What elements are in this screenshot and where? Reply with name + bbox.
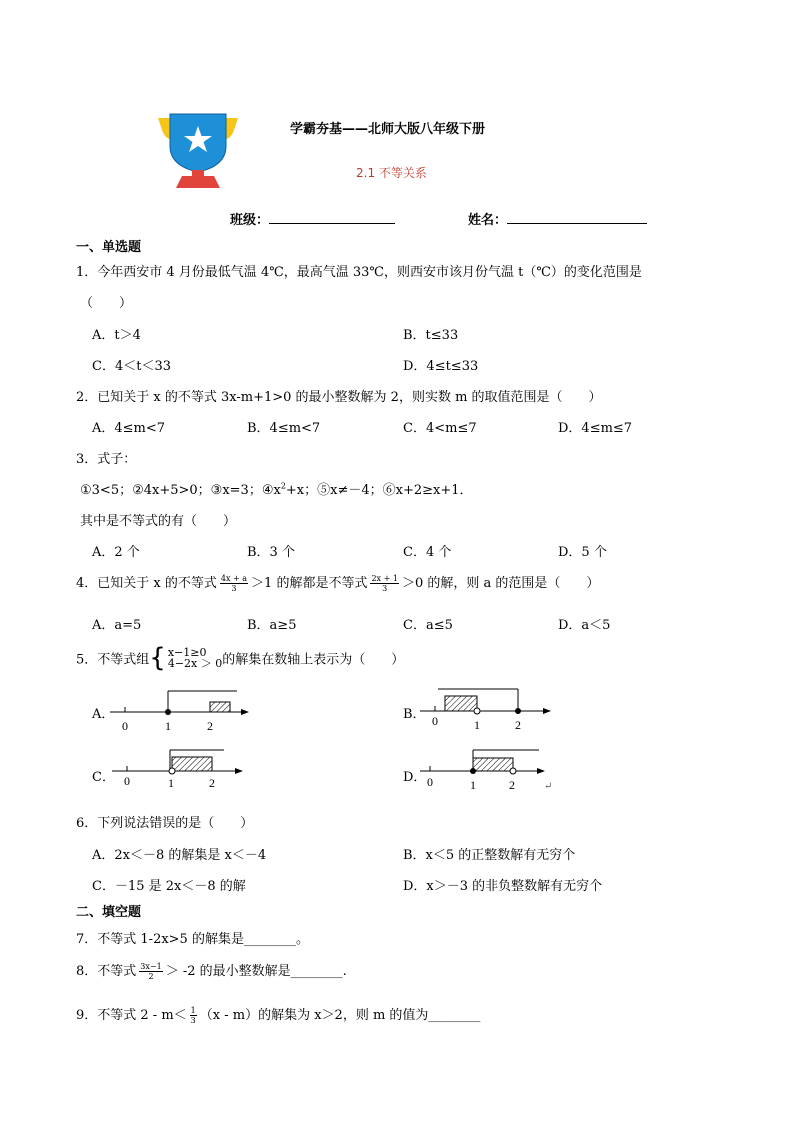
q4-f2-num: 2x + 1 (371, 574, 398, 583)
q1-option-a[interactable]: A．t＞4 (92, 328, 141, 343)
q5-stem (76, 643, 404, 673)
name-field (468, 209, 647, 228)
tick-label-0: 0 (124, 774, 130, 788)
q8-den: 2 (148, 972, 154, 981)
tick-label-0: 0 (432, 714, 438, 728)
section-heading-fill-in: 二、填空题 (76, 905, 142, 920)
q6-option-b[interactable]: B．x＜5 的正整数解有无穷个 (403, 848, 576, 863)
class-field (230, 209, 395, 228)
q8-pre: 8．不等式 (76, 964, 137, 979)
q5-system (168, 647, 222, 669)
q2-stem: 2．已知关于 x 的不等式 3x-m+1>0 的最小整数解为 2，则实数 m 的取值范围是（ ） (76, 390, 602, 405)
q5-option-c[interactable]: C． (92, 770, 115, 785)
axis-arrow-icon (543, 708, 551, 714)
return-mark-icon: ↵ (544, 781, 553, 792)
q4-option-b[interactable]: B．a≥5 (247, 618, 297, 633)
axis-arrow-icon (241, 709, 249, 715)
name-blank[interactable] (507, 211, 647, 224)
q4-fraction-1 (220, 574, 248, 593)
q4-f1-num: 4x + a (220, 574, 248, 583)
q3-items (80, 479, 473, 498)
q5-number-line-d (420, 747, 560, 795)
q2-option-a[interactable]: A．4≤m<7 (92, 421, 166, 436)
q4-option-c[interactable]: C．a≤5 (403, 618, 453, 633)
q9-stem (76, 1004, 480, 1025)
q8-num: 3x−1 (140, 962, 162, 971)
q8-blank[interactable]: ________ (290, 964, 343, 979)
hatched-region (445, 696, 477, 711)
class-label: 班级： (230, 213, 270, 228)
q6-option-c[interactable]: C．－15 是 2x＜－8 的解 (92, 879, 246, 894)
q7-stem (76, 928, 309, 947)
hatched-region (473, 758, 513, 771)
tick-label-0: 0 (427, 775, 433, 789)
q7-post: 。 (295, 932, 309, 947)
q9-num: 1 (190, 1006, 196, 1015)
q3-option-c[interactable]: C．4 个 (403, 545, 452, 560)
q4-f2-den: 3 (382, 584, 388, 593)
solid-point-2 (515, 708, 521, 714)
name-label: 姓名： (468, 213, 508, 228)
q9-den: 3 (190, 1016, 196, 1025)
q4-stem (76, 572, 599, 593)
q3-items-pre: ①3<5；②4x+5>0；③x=3；④x (80, 483, 281, 498)
q6-stem: 6．下列说法错误的是（ ） (76, 816, 254, 831)
solid-point-1 (165, 709, 171, 715)
hatched-region (172, 757, 212, 771)
q5-option-d[interactable]: D． (403, 770, 427, 785)
tick-label-2: 2 (509, 778, 515, 792)
q5-post: 的解集在数轴上表示为（ ） (222, 652, 405, 668)
q4-option-a[interactable]: A．a=5 (92, 618, 142, 633)
q9-blank[interactable]: ________ (428, 1008, 481, 1023)
q4-fraction-2 (370, 574, 398, 593)
tick-label-2: 2 (209, 776, 215, 790)
q4-pre: 4．已知关于 x 的不等式 (76, 576, 217, 591)
q1-option-d[interactable]: D．4≤t≤33 (403, 359, 479, 374)
q5-number-line-b (420, 686, 556, 734)
q4-f1-den: 3 (231, 584, 237, 593)
q8-fraction (139, 962, 162, 981)
tick-label-1: 1 (470, 778, 476, 792)
q3-items-post: +x；⑤x≠－4；⑥x+2≥x+1． (285, 483, 473, 498)
q7-blank[interactable]: ________ (243, 932, 296, 947)
q4-option-d[interactable]: D．a＜5 (558, 618, 611, 633)
q1-stem: 1．今年西安市 4 月份最低气温 4℃，最高气温 33℃，则西安市该月份气温 t（℃）的变化范围是 (76, 265, 642, 280)
q3-items-sup: 2 (280, 481, 286, 491)
q5-option-b[interactable]: B． (403, 707, 426, 722)
q6-option-a[interactable]: A．2x＜－8 的解集是 x＜－4 (92, 848, 267, 863)
axis-arrow-icon (235, 768, 243, 774)
q5-line1: x−1≥0 (167, 646, 207, 659)
page-subtitle: 2.1 不等关系 (356, 166, 427, 180)
q3-option-d[interactable]: D．5 个 (558, 545, 607, 560)
q1-option-b[interactable]: B．t≤33 (403, 328, 459, 343)
q7-pre: 7．不等式 1-2x>5 的解集是 (76, 932, 244, 947)
q5-number-line-a (110, 688, 255, 736)
open-point-1 (474, 708, 480, 714)
section-heading-single-choice: 一、单选题 (76, 240, 142, 255)
page-title: 学霸夯基——北师大版八年级下册 (290, 122, 486, 137)
tick-label-0: 0 (122, 719, 128, 733)
hatched-region (210, 702, 230, 712)
q8-post: . (342, 964, 347, 979)
class-blank[interactable] (269, 211, 395, 224)
q8-stem (76, 960, 347, 981)
q2-option-c[interactable]: C．4<m≤7 (403, 421, 477, 436)
q8-mid: ＞ -2 的最小整数解是 (165, 964, 291, 979)
q2-option-b[interactable]: B．4≤m<7 (247, 421, 321, 436)
q9-pre: 9．不等式 2 - m＜ (76, 1008, 187, 1023)
q4-mid: ＞1 的解都是不等式 (251, 576, 368, 591)
trophy-logo-icon (152, 110, 244, 188)
q1-paren: （ ） (80, 296, 133, 311)
q3-ask: 其中是不等式的有（ ） (80, 514, 237, 529)
open-point-1 (169, 768, 175, 774)
q5-line2: 4−2x ＞ 0 (167, 657, 223, 670)
q6-option-d[interactable]: D．x＞－3 的非负整数解有无穷个 (403, 879, 603, 894)
tick-label-2: 2 (207, 719, 213, 733)
tick-label-2: 2 (515, 718, 521, 732)
q3-option-a[interactable]: A．2 个 (92, 545, 140, 560)
tick-label-1: 1 (168, 776, 174, 790)
open-point-2 (510, 768, 516, 774)
tick-label-1: 1 (474, 718, 480, 732)
q3-stem: 3．式子： (76, 452, 137, 467)
axis-arrow-icon (537, 768, 545, 774)
solid-point-1 (470, 768, 476, 774)
q3-option-b[interactable]: B．3 个 (247, 545, 295, 560)
q5-brace: { (149, 643, 166, 673)
q5-pre: 5．不等式组 (76, 652, 150, 668)
tick-label-1: 1 (165, 719, 171, 733)
q4-post: ＞0 的解，则 a 的范围是（ ） (401, 576, 600, 591)
q2-option-d[interactable]: D．4≤m≤7 (558, 421, 633, 436)
q5-number-line-c (112, 747, 247, 793)
q9-mid: （x - m）的解集为 x＞2，则 m 的值为 (199, 1008, 429, 1023)
q1-option-c[interactable]: C．4＜t＜33 (92, 359, 171, 374)
q5-option-a[interactable]: A． (92, 707, 115, 722)
q9-fraction (190, 1006, 197, 1025)
